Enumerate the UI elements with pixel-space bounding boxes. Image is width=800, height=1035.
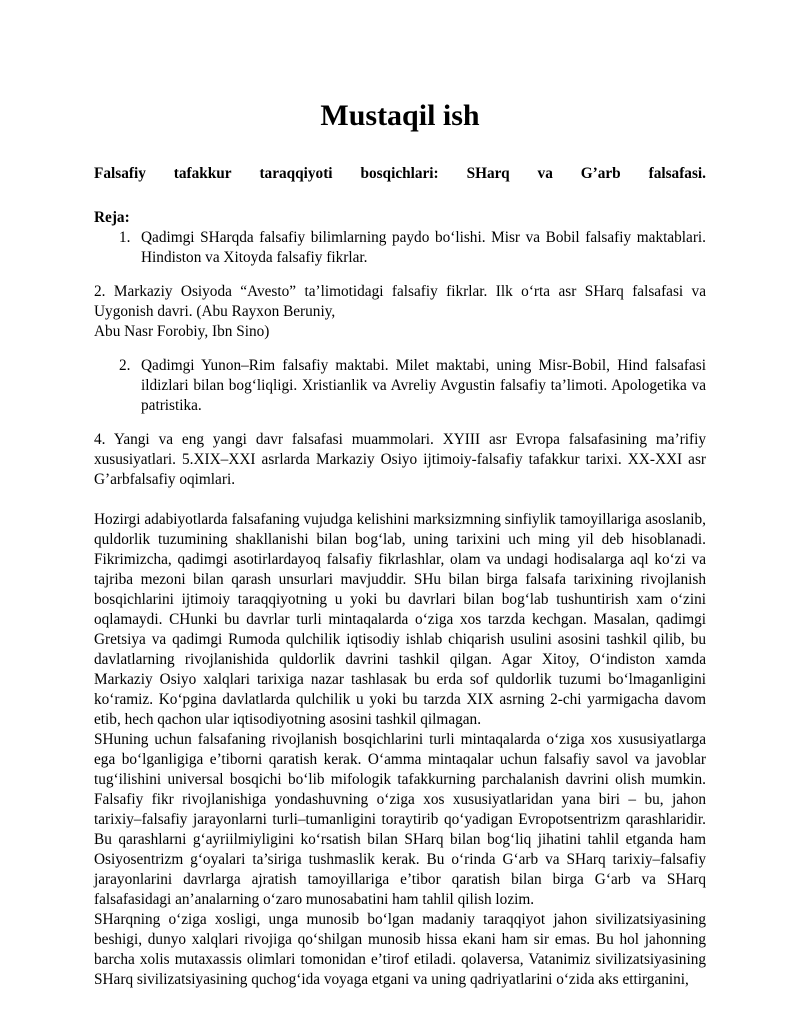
body-text: [94, 510, 706, 990]
plan-item-number: 1.: [119, 229, 131, 246]
plan-item-number: 2.: [119, 357, 131, 374]
plan-item-text: Qadimgi SHarqda falsafiy bilimlarning paydo bo‘lishi. Misr va Bobil falsafiy maktablari. Hindiston va Xitoyda falsafiy fikrlar.: [141, 229, 706, 266]
plan-item-2-line1: 2. Markaziy Osiyoda “Avesto” ta’limotidagi falsafiy fikrlar. Ilk o‘rta asr SHarq falsafasi va Uygonish davri. (Abu Rayxon Beruniy,: [94, 283, 706, 320]
plan-item-2: [94, 282, 706, 342]
page-title: Mustaqil ish: [320, 99, 480, 132]
plan-item-2-line2: Abu Nasr Forobiy, Ibn Sino): [94, 323, 270, 340]
body-paragraph-1: Hozirgi adabiyotlarda falsafaning vujudga kelishini marksizmning sinfiylik tamoyillariga asoslanib, quldorlik tuzumining shakllanishi bilan bog‘lab, uning tarixini uch ming yil deb hisoblanadi. Fikrimizcha, qadimgi asotirlardayoq falsafiy fikrlashlar, olam va undagi hodisalarga aql ko‘zi va tajriba mezoni bilan qarash unsurlari mavjuddir. SHu bilan birga falsafa tarixining rivojlanish bosqichlarini ijtimoiy taraqqiyotning u yoki bu davrlari bilan bog‘lab tushuntirish xam o‘zini oqlamaydi. CHunki bu davrlar turli mintaqalarda o‘ziga xos tarzda kechgan. Masalan, qadimgi Gretsiya va qadimgi Rumoda qulchilik iqtisodiy ishlab chiqarish usulini asosini tashkil qilib, bu davlatlarning rivojlanishida quldorlik davrini tashkil qilgan. Agar Xitoy, O‘indiston xamda Markaziy Osiyo xalqlari tarixiga nazar tashlasak bu erda sof quldorlik tuzumi bo‘lmaganligini ko‘ramiz. Ko‘pgina davlatlarda qulchilik u yoki bu tarzda XIX asrning 2-chi yarmigacha davom etib, hech qachon ular iqtisodiyotning asosini tashkil qilmagan.: [94, 511, 706, 728]
subtitle-word: falsafasi.: [648, 165, 706, 182]
body-paragraph-3: SHarqning o‘ziga xosligi, unga munosib bo‘lgan madaniy taraqqiyot jahon sivilizatsiyasining beshigi, dunyo xalqlari rivojiga qo‘shilgan munosib hissa ekani ham sir emas. Bu hol jahonning barcha xolis mutaxassis olimlari tomonidan e’tirof etiladi. qolaversa, Vatanimiz sivilizatsiyasining SHarq sivilizatsiyasining quchog‘ida voyaga etgani va uning qadriyatlarini o‘zida aks ettirganini,: [94, 911, 706, 988]
subtitle-word: tafakkur: [173, 165, 232, 182]
subtitle-word: va: [537, 165, 553, 182]
subtitle-word: bosqichlari:: [360, 165, 439, 182]
subtitle-word: taraqqiyoti: [259, 165, 333, 182]
plan-heading: Reja:: [94, 209, 130, 226]
subtitle-word: G’arb: [580, 165, 621, 182]
plan-item-1: [94, 228, 706, 268]
plan-item-4: 4. Yangi va eng yangi davr falsafasi muammolari. XYIII asr Evropa falsafasining ma’rifiy xususiyatlari. 5.XIX–XXI asrlarda Markaziy Osiyo ijtimoiy-falsafiy tafakkur tarixi. XX-XXI asr G’arbfalsafiy oqimlari.: [94, 431, 706, 488]
subtitle: [94, 164, 706, 184]
plan-item-text: Qadimgi Yunon–Rim falsafiy maktabi. Milet maktabi, uning Misr-Bobil, Hind falsafasi ildizlari bilan bog‘liqligi. Xristianlik va Avreliy Avgustin falsafiy ta’limoti. Apologetika va patristika.: [141, 357, 706, 414]
subtitle-word: Falsafiy: [94, 165, 146, 182]
body-paragraph-2: SHuning uchun falsafaning rivojlanish bosqichlarini turli mintaqalarda o‘ziga xos xususiyatlarga ega bo‘lganligiga e’tiborni qaratish kerak. O‘amma mintaqalar uchun falsafiy savol va javoblar tug‘ilishini universal bosqichi bo‘lib mifologik tafakkurning parchalanish davrini olish mumkin. Falsafiy fikr rivojlanishiga yondashuvning o‘ziga xos xususiyatlaridan yana biri – bu, jahon tarixiy–falsafiy jarayonlarni turli–tumanligini toraytirib qo‘yadigan Evropotsentrizm qarashlaridir. Bu qarashlarni g‘ayriilmiyligini ko‘rsatish bilan SHarq bilan bog‘liq jihatini tahlil etganda ham Osiyosentrizm g‘oyalari ta’siriga tushmaslik kerak. Bu o‘rinda G‘arb va SHarq tarixiy–falsafiy jarayonlarini davrlarga ajratish tamoyillariga e’tibor qaratish bilan birga G‘arb va SHarq falsafasidagi an’analarning o‘zaro munosabatini ham tahlil qilish lozim.: [94, 731, 706, 908]
plan-item-3: [94, 356, 706, 416]
subtitle-word: SHarq: [466, 165, 510, 182]
